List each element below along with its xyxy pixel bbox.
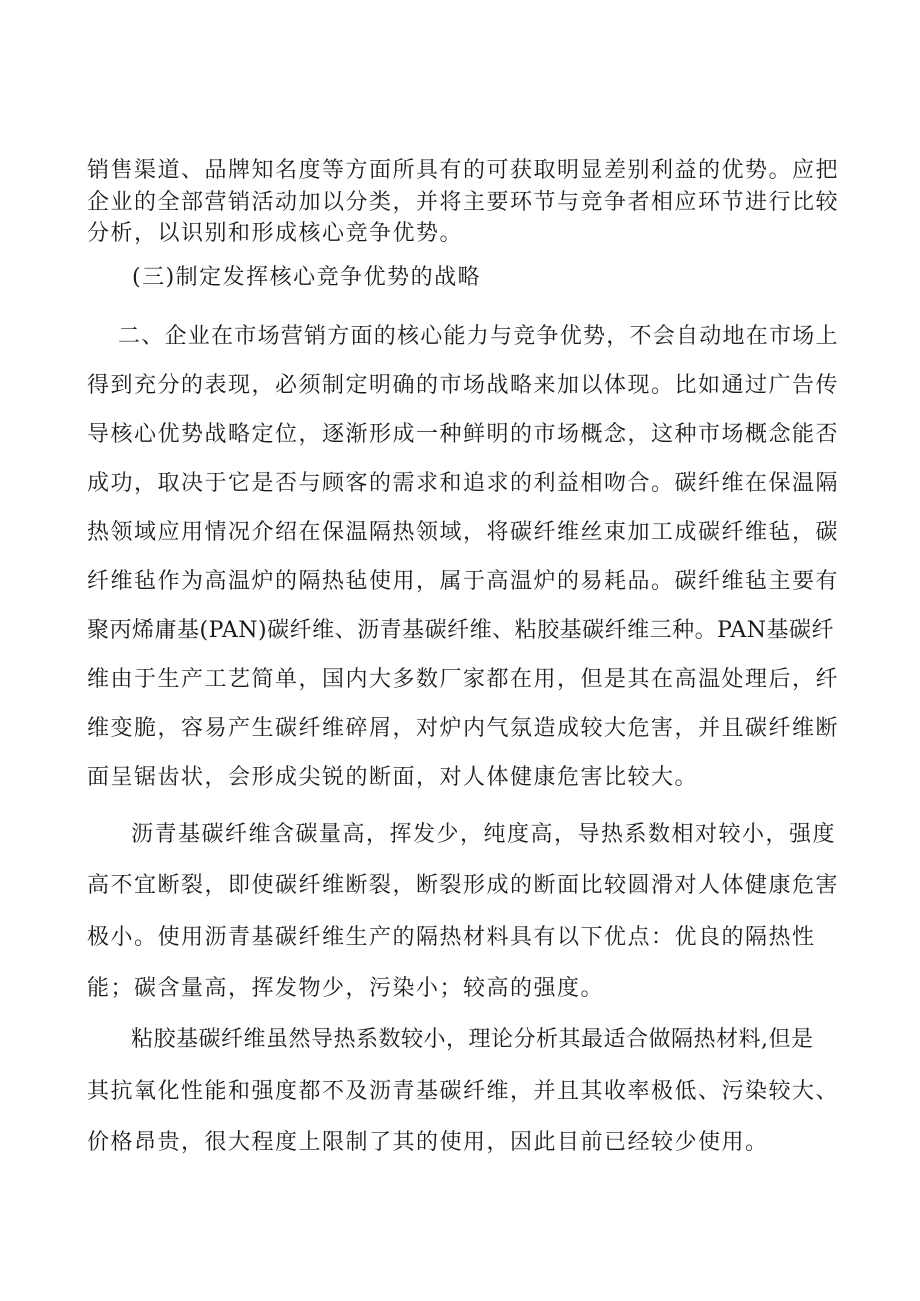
paragraph-2-line-4: 成功，取决于它是否与顾客的需求和追求的利益相吻合。碳纤维在保温隔 (87, 471, 840, 496)
paragraph-3-line-4: 能；碳含量高，挥发物少，污染小；较高的强度。 (87, 976, 605, 1001)
paragraph-2-line-10: 面呈锯齿状，会形成尖锐的断面，对人体健康危害比较大。 (87, 765, 699, 790)
paragraph-2-line-7: 聚丙烯庸基(PAN)碳纤维、沥青基碳纤维、粘胶基碳纤维三种。PAN基碳纤 (87, 618, 835, 643)
paragraph-4-line-3: 价格昂贵，很大程度上限制了其的使用，因此目前已经较少使用。 (87, 1130, 769, 1155)
paragraph-2-line-1: 二、企业在市场营销方面的核心能力与竞争优势，不会自动地在市场上 (118, 324, 839, 349)
paragraph-1-line-2: 企业的全部营销活动加以分类，并将主要环节与竞争者相应环节进行比较 (87, 190, 840, 215)
paragraph-2-line-2: 得到充分的表现，必须制定明确的市场战略来加以体现。比如通过广告传 (87, 373, 840, 398)
section-heading: (三)制定发挥核心竞争优势的战略 (132, 265, 482, 290)
paragraph-1-line-3: 分析，以识别和形成核心竞争优势。 (87, 221, 464, 246)
paragraph-2-line-6: 纤维毡作为高温炉的隔热毡使用，属于高温炉的易耗品。碳纤维毡主要有 (87, 569, 840, 594)
paragraph-4-line-2: 其抗氧化性能和强度都不及沥青基碳纤维，并且其收率极低、污染较大、 (87, 1079, 840, 1104)
paragraph-2-line-5: 热领域应用情况介绍在保温隔热领域，将碳纤维丝束加工成碳纤维毡，碳 (87, 520, 840, 545)
paragraph-3-line-3: 极小。使用沥青基碳纤维生产的隔热材料具有以下优点：优良的隔热性 (87, 925, 816, 950)
paragraph-2-line-3: 导核心优势战略定位，逐渐形成一种鲜明的市场概念，这种市场概念能否 (87, 422, 840, 447)
paragraph-3-line-1: 沥青基碳纤维含碳量高，挥发少，纯度高，导热系数相对较小，强度 (131, 822, 837, 847)
paragraph-2-line-8: 维由于生产工艺简单，国内大多数厂家都在用，但是其在高温处理后，纤 (87, 667, 840, 692)
paragraph-4-line-1: 粘胶基碳纤维虽然导热系数较小，理论分析其最适合做隔热材料,但是 (131, 1027, 814, 1052)
paragraph-2-line-9: 维变脆，容易产生碳纤维碎屑，对炉内气氛造成较大危害，并且碳纤维断 (87, 716, 840, 741)
paragraph-3-line-2: 高不宜断裂，即使碳纤维断裂，断裂形成的断面比较圆滑对人体健康危害 (87, 873, 840, 898)
paragraph-1-line-1: 销售渠道、品牌知名度等方面所具有的可获取明显差别利益的优势。应把 (87, 158, 840, 183)
